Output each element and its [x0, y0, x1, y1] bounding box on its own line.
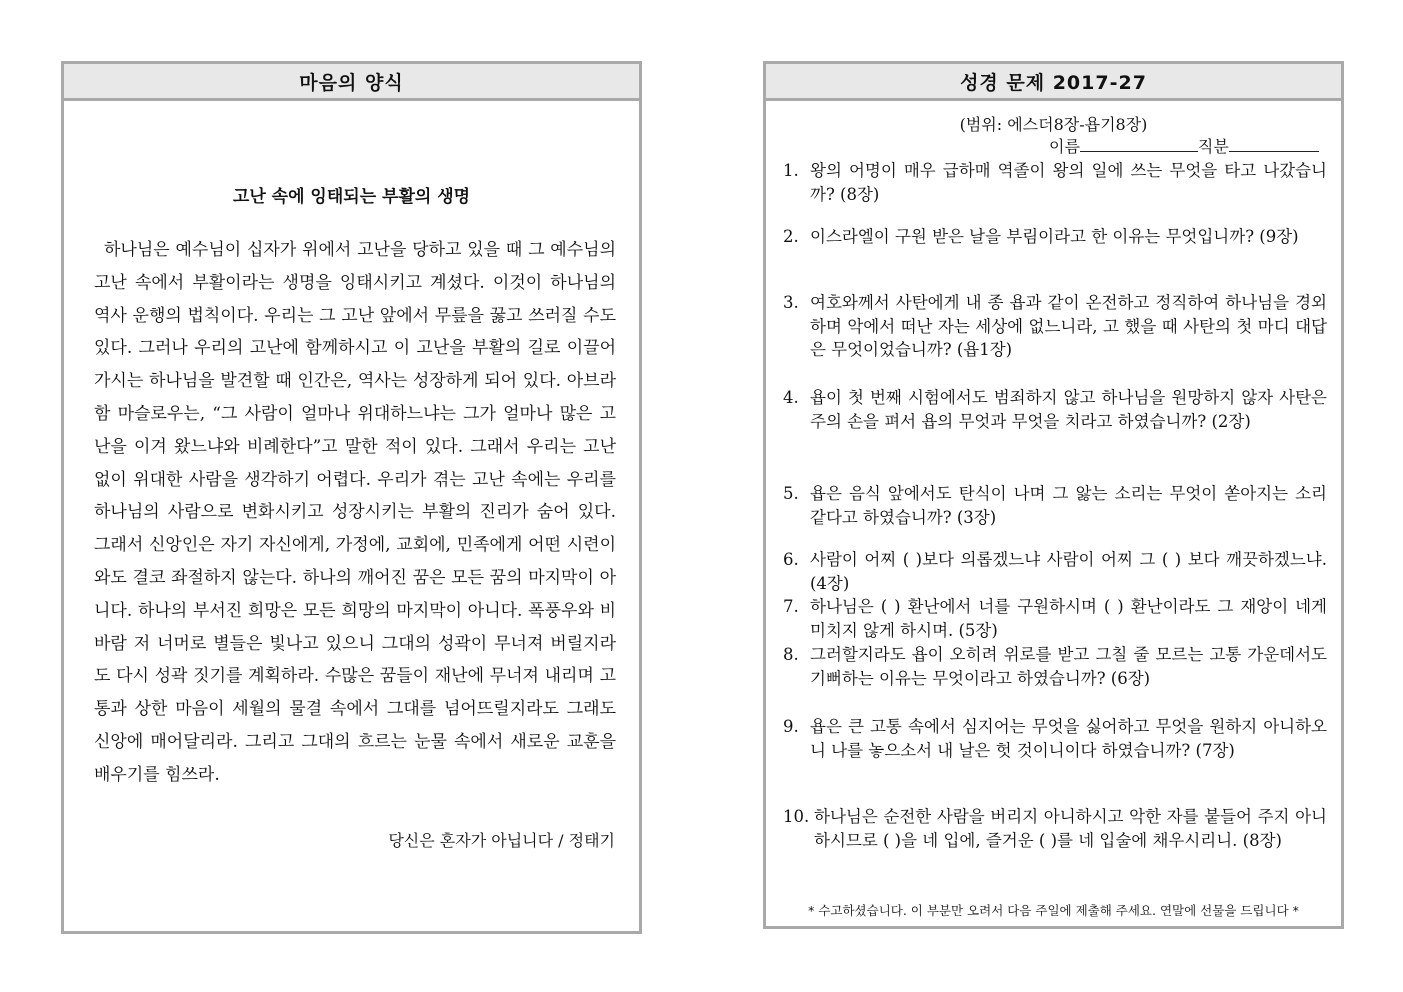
question-number: 9.	[783, 717, 799, 736]
question-7	[783, 595, 1327, 642]
title-blank	[1229, 137, 1319, 152]
question-6	[783, 548, 1327, 595]
quiz-range: (범위: 에스더8장-욥기8장)	[959, 115, 1148, 134]
question-number: 10.	[783, 807, 810, 826]
question-text: 이스라엘이 구원 받은 날을 부림이라고 한 이유는 무엇입니까? (9장)	[810, 227, 1299, 246]
question-number: 6.	[783, 550, 799, 569]
question-number: 3.	[783, 293, 799, 312]
question-text: 그러할지라도 욥이 오히려 위로를 받고 그칠 줄 모르는 고통 가운데서도 기뻐하는 이유는 무엇이라고 하였습니까? (6장)	[810, 645, 1327, 688]
question-text: 욥이 첫 번째 시험에서도 범죄하지 않고 하나님을 원망하지 않자 사탄은 주의 손을 펴서 욥의 무엇과 무엇을 치라고 하였습니까? (2장)	[810, 388, 1327, 431]
submission-footnote: * 수고하셨습니다. 이 부분만 오려서 다음 주일에 제출해 주세요. 연말에 선물을 드립니다 *	[808, 903, 1299, 918]
question-number: 5.	[783, 484, 799, 503]
question-5	[783, 482, 1327, 529]
question-text: 왕의 어명이 매우 급하매 역졸이 왕의 일에 쓰는 무엇을 타고 나갔습니까? (8장)	[810, 161, 1327, 204]
question-8	[783, 643, 1327, 690]
question-text: 욥은 큰 고통 속에서 심지어는 무엇을 싫어하고 무엇을 원하지 아니하오니 나를 놓으소서 내 날은 헛 것이니이다 하였습니까? (7장)	[810, 717, 1327, 760]
question-10	[783, 805, 1327, 852]
question-number: 8.	[783, 645, 799, 664]
question-number: 1.	[783, 161, 799, 180]
question-text: 사람이 어찌 ( )보다 의롭겠느냐 사람이 어찌 그 ( ) 보다 깨끗하겠느냐. (4장)	[810, 550, 1327, 593]
right-panel-header: 성경 문제 2017-27	[766, 64, 1341, 101]
name-blank	[1080, 137, 1198, 152]
essay-title: 고난 속에 잉태되는 부활의 생명	[232, 187, 471, 207]
question-number: 7.	[783, 597, 799, 616]
right-panel	[763, 61, 1344, 929]
question-4	[783, 386, 1327, 433]
question-number: 4.	[783, 388, 799, 407]
title-label: 직분	[1197, 137, 1229, 156]
essay-source: 당신은 혼자가 아닙니다 / 정태기	[388, 831, 615, 850]
question-1	[783, 159, 1327, 206]
name-title-line	[1049, 134, 1319, 157]
question-text: 욥은 음식 앞에서도 탄식이 나며 그 앓는 소리는 무엇이 쏟아지는 소리 같다고 하였습니까? (3장)	[810, 484, 1327, 527]
name-label: 이름	[1049, 137, 1080, 156]
left-panel	[61, 61, 642, 934]
question-text: 하나님은 순전한 사람을 버리지 아니하시고 악한 자를 붙들어 주지 아니하시므로 ( )을 네 입에, 즐거운 ( )를 네 입술에 채우시리니. (8장)	[814, 807, 1327, 850]
essay-body: 하나님은 예수님이 십자가 위에서 고난을 당하고 있을 때 그 예수님의 고난 속에서 부활이라는 생명을 잉태시키고 계셨다. 이것이 하나님의 역사 운행의 법칙이다. 우리는 그 고난 앞에서 무릎을 꿇고 쓰러질 수도 있다. 그러나 우리의 고난에 함께하시고 이 고난을 부활의 길로 이끌어 가시는 하나님을 발견할 때 인간은, 역사는 성장하게 되어 있다. 아브라함 마슬로우는, “그 사람이 얼마나 위대하느냐는 그가 얼마나 많은 고난을 이겨 왔느냐와 비례한다”고 말한 적이 있다. 그래서 우리는 고난 없이 위대한 사람을 생각하기 어렵다. 우리가 겪는 고난 속에는 우리를 하나님의 사람으로 변화시키고 성장시키는 부활의 진리가 숨어 있다. 그래서 신앙인은 자기 자신에게, 가정에, 교회에, 민족에게 어떤 시련이 와도 결코 좌절하지 않는다. 하나의 깨어진 꿈은 모든 꿈의 마지막이 아니다. 하나의 부서진 희망은 모든 희망의 마지막이 아니다. 폭풍우와 비바람 저 너머로 별들은 빛나고 있으니 그대의 성곽이 무너져 버릴지라도 다시 성곽 짓기를 계획하라. 수많은 꿈들이 재난에 무너져 내리며 고통과 상한 마음이 세월의 물결 속에서 그대를 넘어뜨릴지라도 그래도 신앙에 매어달리라. 그리고 그대의 흐르는 눈물 속에서 새로운 교훈을 배우기를 힘쓰라.	[94, 240, 616, 785]
question-2	[783, 225, 1327, 249]
question-number: 2.	[783, 227, 799, 246]
question-text: 여호와께서 사탄에게 내 종 욥과 같이 온전하고 정직하여 하나님을 경외하며 악에서 떠난 자는 세상에 없느니라, 고 했을 때 사탄의 첫 마디 대답은 무엇이었습니까? (욥1장)	[810, 293, 1327, 359]
question-9	[783, 715, 1327, 762]
question-3	[783, 291, 1327, 362]
left-panel-header: 마음의 양식	[64, 64, 639, 101]
question-text: 하나님은 ( ) 환난에서 너를 구원하시며 ( ) 환난이라도 그 재앙이 네게 미치지 않게 하시며. (5장)	[810, 597, 1327, 640]
